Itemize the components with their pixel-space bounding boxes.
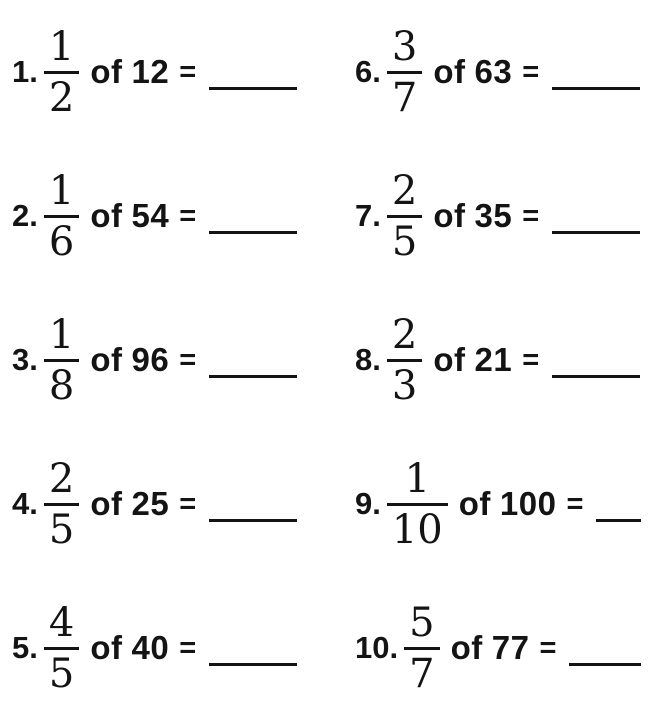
of-text: of (433, 197, 466, 234)
answer-blank[interactable] (552, 87, 640, 90)
answer-blank[interactable] (209, 519, 297, 522)
equals-sign: = (179, 343, 197, 376)
problem-number-label: 1. (12, 54, 38, 89)
fraction-numerator: 2 (391, 311, 418, 358)
fraction-denominator: 5 (44, 503, 79, 550)
answer-blank[interactable] (596, 519, 641, 522)
problem-number-label: 9. (355, 486, 381, 521)
fraction-numerator: 2 (48, 455, 75, 502)
answer-blank[interactable] (209, 663, 297, 666)
equals-sign: = (522, 199, 540, 232)
fraction-numerator: 1 (48, 23, 75, 70)
fraction (44, 599, 79, 697)
fraction (387, 311, 422, 409)
equals-sign: = (179, 55, 197, 88)
problem-4 (12, 432, 342, 576)
problem-6 (342, 0, 647, 144)
equals-sign: = (566, 487, 584, 520)
equals-sign: = (179, 199, 197, 232)
fraction-denominator: 8 (44, 359, 79, 406)
of-text: of (90, 341, 123, 378)
quantity-text: 12 (131, 53, 170, 90)
fraction-numerator: 1 (48, 311, 75, 358)
fraction (44, 311, 79, 409)
fraction (44, 23, 79, 121)
answer-blank[interactable] (552, 375, 640, 378)
of-text: of (90, 485, 123, 522)
equals-sign: = (539, 631, 557, 664)
of-text: of (433, 53, 466, 90)
quantity-text: 40 (131, 629, 170, 666)
quantity-text: 96 (131, 341, 170, 378)
fraction-denominator: 6 (44, 215, 79, 262)
problem-3 (12, 288, 342, 432)
quantity-text: 25 (131, 485, 170, 522)
equals-sign: = (179, 631, 197, 664)
fraction-numerator: 2 (391, 167, 418, 214)
equals-sign: = (179, 487, 197, 520)
answer-blank[interactable] (569, 663, 641, 666)
answer-blank[interactable] (209, 375, 297, 378)
problem-10 (342, 576, 647, 720)
fraction (404, 599, 439, 697)
quantity-text: 54 (131, 197, 170, 234)
fraction (44, 455, 79, 553)
problem-8 (342, 288, 647, 432)
problem-number-label: 7. (355, 198, 381, 233)
fraction-numerator: 1 (404, 455, 431, 502)
fraction-denominator: 2 (44, 71, 79, 118)
problem-number-label: 10. (355, 630, 399, 665)
problem-number-label: 2. (12, 198, 38, 233)
quantity-text: 35 (474, 197, 513, 234)
problem-number-label: 8. (355, 342, 381, 377)
fraction-numerator: 1 (48, 167, 75, 214)
fraction-denominator: 5 (387, 215, 422, 262)
answer-blank[interactable] (209, 231, 297, 234)
fraction (44, 167, 79, 265)
fraction-denominator: 7 (404, 647, 439, 694)
problem-number-label: 5. (12, 630, 38, 665)
of-text: of (90, 629, 123, 666)
quantity-text: 63 (474, 53, 513, 90)
fraction-denominator: 7 (387, 71, 422, 118)
problem-number-label: 3. (12, 342, 38, 377)
of-text: of (433, 341, 466, 378)
fraction-numerator: 5 (409, 599, 435, 646)
quantity-text: 21 (474, 341, 513, 378)
quantity-text: 77 (491, 629, 530, 666)
fraction (387, 455, 448, 553)
of-text: of (90, 53, 123, 90)
fraction (387, 23, 422, 121)
fraction-denominator: 5 (44, 647, 79, 694)
problem-2 (12, 144, 342, 288)
problem-number-label: 4. (12, 486, 38, 521)
equals-sign: = (522, 55, 540, 88)
fraction-numerator: 3 (391, 23, 418, 70)
fraction-numerator: 4 (48, 599, 75, 646)
answer-blank[interactable] (552, 231, 640, 234)
fraction-denominator: 3 (387, 359, 422, 406)
of-text: of (90, 197, 123, 234)
problem-number-label: 6. (355, 54, 381, 89)
problem-9 (342, 432, 647, 576)
problem-5 (12, 576, 342, 720)
of-text: of (450, 629, 483, 666)
problem-7 (342, 144, 647, 288)
equals-sign: = (522, 343, 540, 376)
fraction-denominator: 10 (387, 503, 448, 550)
of-text: of (458, 485, 491, 522)
quantity-text: 100 (499, 485, 557, 522)
problem-1 (12, 0, 342, 144)
fraction (387, 167, 422, 265)
answer-blank[interactable] (209, 87, 297, 90)
